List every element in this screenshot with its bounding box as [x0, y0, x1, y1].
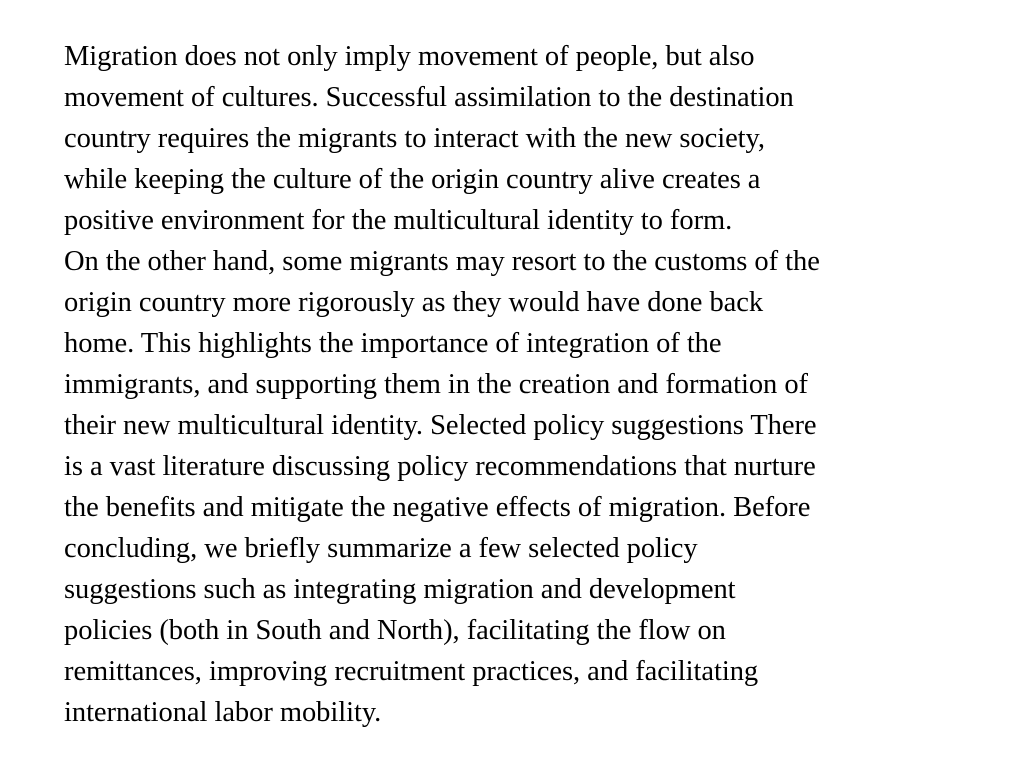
text-line: On the other hand, some migrants may resort to the customs of the	[64, 246, 820, 277]
text-line: their new multicultural identity. Selected policy suggestions There	[64, 410, 817, 441]
text-line: international labor mobility.	[64, 697, 382, 728]
text-line: country requires the migrants to interact with the new society,	[64, 123, 765, 154]
text-line: Migration does not only imply movement of people, but also	[64, 41, 755, 72]
text-line: origin country more rigorously as they would have done back	[64, 287, 764, 318]
text-line: movement of cultures. Successful assimilation to the destination	[64, 82, 794, 113]
text-line: positive environment for the multicultural identity to form.	[64, 205, 733, 236]
body-text	[64, 36, 1004, 733]
text-line: while keeping the culture of the origin country alive creates a	[64, 164, 761, 195]
text-line: the benefits and mitigate the negative effects of migration. Before	[64, 492, 811, 523]
text-line: immigrants, and supporting them in the creation and formation of	[64, 369, 808, 400]
text-line: home. This highlights the importance of integration of the	[64, 328, 722, 359]
text-line: suggestions such as integrating migration and development	[64, 574, 736, 605]
text-line: concluding, we briefly summarize a few selected policy	[64, 533, 698, 564]
text-line: policies (both in South and North), facilitating the flow on	[64, 615, 726, 646]
text-line: is a vast literature discussing policy recommendations that nurture	[64, 451, 816, 482]
text-line: remittances, improving recruitment practices, and facilitating	[64, 656, 759, 687]
